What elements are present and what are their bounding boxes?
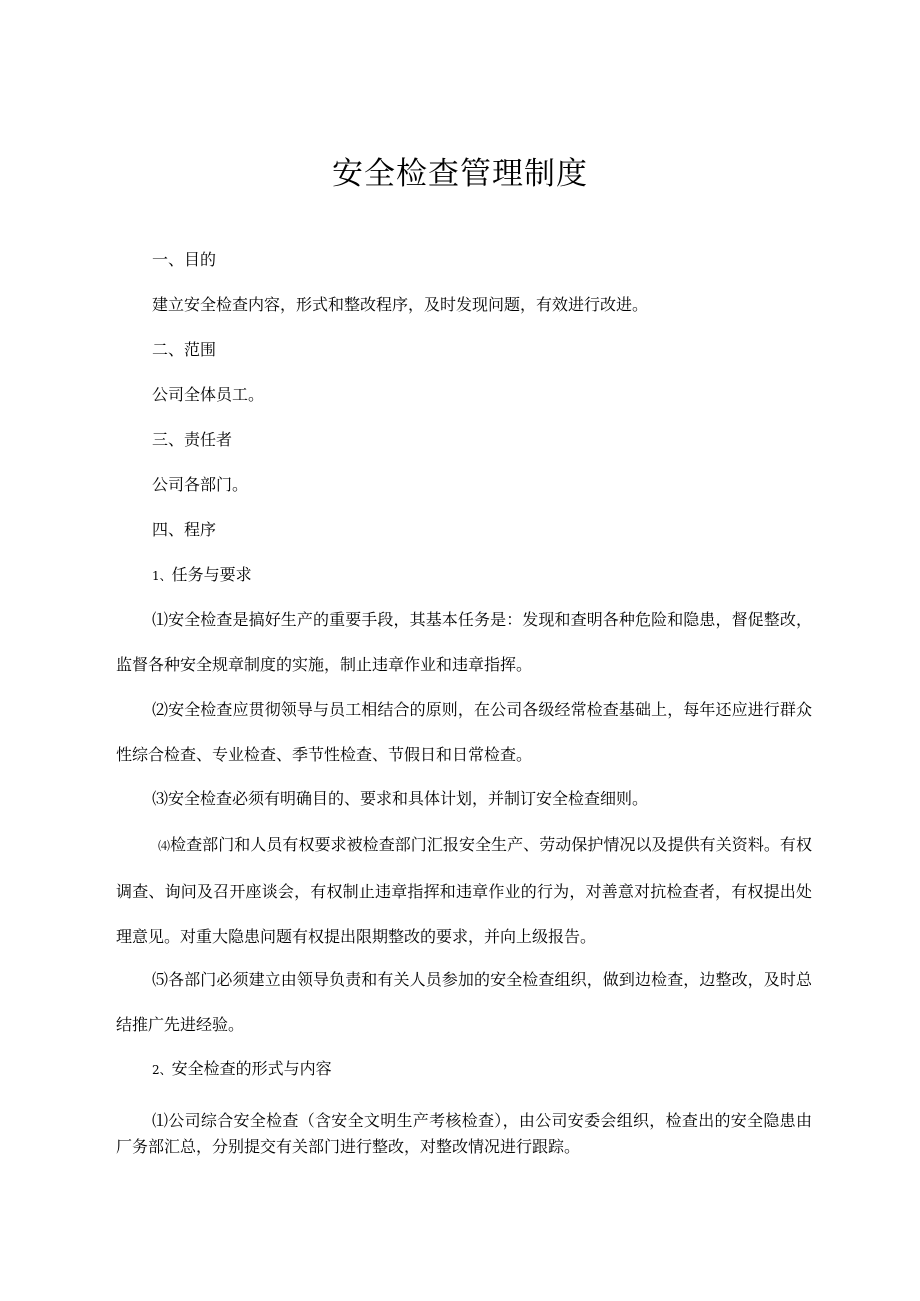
item-4-paragraph [116, 822, 812, 959]
item-3-paragraph: ⑶安全检查必须有明确目的、要求和具体计划，并制订安全检查细则。 [152, 789, 649, 808]
procedure-heading: 四、程序 [152, 520, 217, 539]
purpose-text: 建立安全检查内容，形式和整改程序，及时发现问题，有效进行改进。 [152, 295, 649, 314]
responsible-heading: 三、责任者 [152, 430, 233, 449]
subsection-2-title: 安全检查的形式与内容 [171, 1059, 332, 1078]
item-2-paragraph: ⑵安全检查应贯彻领导与员工相结合的原则，在公司各级经常检查基础上，每年还应进行群众性综合检查、专业检查、季节性检查、节假日和日常检查。 [116, 700, 812, 764]
purpose-heading: 一、目的 [152, 250, 217, 269]
item-6-paragraph: ⑴公司综合安全检查（含安全文明生产考核检查），由公司安委会组织，检查出的安全隐患由厂务部汇总，分别提交有关部门进行整改，对整改情况进行跟踪。 [116, 1111, 812, 1156]
scope-heading: 二、范围 [152, 340, 217, 359]
item-4-text: 检查部门和人员有权要求被检查部门汇报安全生产、劳动保护情况以及提供有关资料。有权调查、询问及召开座谈会，有权制止违章指挥和违章作业的行为，对善意对抗检查者，有权提出处理意见。对重大隐患问题有权提出限期整改的要求，并向上级报告。 [116, 835, 812, 946]
subsection-1-heading [152, 563, 252, 588]
scope-text: 公司全体员工。 [152, 385, 265, 404]
subsection-2-number: 2、 [152, 1063, 172, 1077]
item-5-paragraph: ⑸各部门必须建立由领导负责和有关人员参加的安全检查组织，做到边检查，边整改，及时总结推广先进经验。 [116, 970, 812, 1034]
subsection-2-heading [152, 1057, 332, 1082]
subsection-1-title: 任务与要求 [171, 565, 252, 584]
subsection-1-number: 1、 [152, 569, 172, 583]
document-title: 安全检查管理制度 [332, 156, 588, 192]
responsible-text: 公司各部门。 [152, 475, 249, 494]
item-1-paragraph: ⑴安全检查是搞好生产的重要手段，其基本任务是：发现和查明各种危险和隐患，督促整改，监督各种安全规章制度的实施，制止违章作业和违章指挥。 [116, 610, 812, 674]
item-4-number: ⑷ [158, 839, 171, 853]
